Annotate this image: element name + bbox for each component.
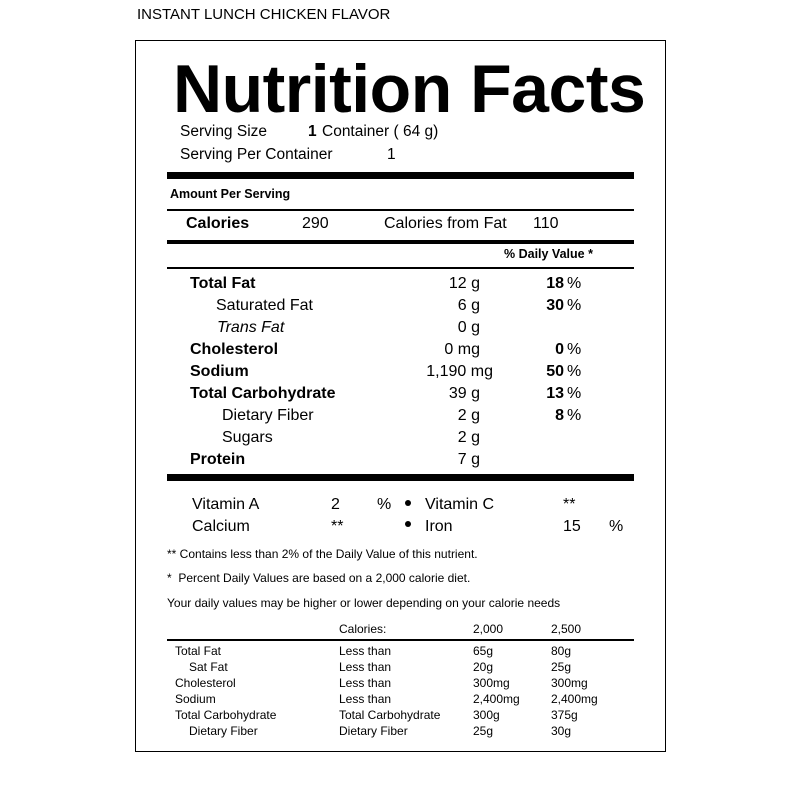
divider-thick — [167, 474, 634, 481]
vitamin-name: Iron — [425, 518, 453, 535]
daily-value-header: % Daily Value * — [504, 247, 593, 261]
nutrient-daily-value: 0 — [555, 341, 564, 358]
nutrient-daily-value: 8 — [555, 407, 564, 424]
table-row-limit: Less than — [339, 660, 392, 674]
bullet-dot — [405, 500, 411, 506]
nutrient-amount: 0 mg — [444, 341, 480, 358]
table-row-value-2000: 65g — [473, 644, 494, 658]
table-header-col2: 2,500 — [551, 622, 582, 636]
divider-thin — [167, 209, 634, 211]
table-row-value-2000: 300g — [473, 708, 500, 722]
nutrient-name: Protein — [190, 451, 246, 468]
table-row-value-2000: 20g — [473, 660, 494, 674]
table-row-limit: Less than — [339, 676, 392, 690]
nutrient-name: Saturated Fat — [216, 297, 313, 314]
servings-per-container-label: Serving Per Container — [180, 146, 333, 163]
servings-per-container-value: 1 — [387, 146, 396, 163]
vitamin-value: 2 — [331, 496, 340, 513]
nutrient-percent-sign: % — [567, 407, 582, 424]
nutrient-amount: 7 g — [457, 451, 480, 468]
nutrient-percent-sign: % — [567, 297, 582, 314]
table-row-name: Total Fat — [175, 644, 222, 658]
nutrient-daily-value: 50 — [546, 363, 564, 380]
serving-size-qty: 1 — [308, 123, 317, 140]
nutrient-name: Trans Fat — [217, 319, 285, 336]
nutrient-amount: 0 g — [457, 319, 480, 336]
vitamin-value: ** — [331, 518, 344, 535]
nutrient-daily-value: 18 — [546, 275, 564, 292]
product-name: INSTANT LUNCH CHICKEN FLAVOR — [137, 6, 391, 23]
table-row-value-2500: 25g — [551, 660, 572, 674]
nutrient-name: Dietary Fiber — [222, 407, 314, 424]
table-row-name: Total Carbohydrate — [175, 708, 277, 722]
calories-value: 290 — [302, 215, 329, 232]
divider-thin — [167, 639, 634, 641]
nutrient-amount: 39 g — [448, 385, 480, 402]
divider-thick — [167, 172, 634, 179]
nutrient-daily-value: 30 — [546, 297, 564, 314]
divider-thin — [167, 267, 634, 269]
table-header-label: Calories: — [339, 622, 387, 636]
table-row-name: Sat Fat — [189, 660, 228, 674]
table-row-name: Cholesterol — [175, 676, 236, 690]
table-row-limit: Less than — [339, 692, 392, 706]
nutrient-amount: 2 g — [457, 429, 480, 446]
nutrient-name: Cholesterol — [190, 341, 279, 358]
table-row-value-2500: 300mg — [551, 676, 588, 690]
table-row-name: Dietary Fiber — [189, 724, 258, 738]
label-title: Nutrition Facts — [173, 51, 646, 127]
table-row-limit: Dietary Fiber — [339, 724, 408, 738]
calories-from-fat-value: 110 — [533, 215, 559, 232]
bullet-dot — [405, 521, 411, 527]
table-header-col1: 2,000 — [473, 622, 504, 636]
vitamin-percent-sign: % — [609, 518, 624, 535]
table-row-value-2000: 25g — [473, 724, 494, 738]
vitamin-name: Calcium — [192, 518, 250, 535]
table-row-value-2500: 80g — [551, 644, 572, 658]
footnote: Your daily values may be higher or lower depending on your calorie needs — [167, 596, 561, 610]
table-row-value-2500: 375g — [551, 708, 578, 722]
table-row-name: Sodium — [175, 692, 216, 706]
nutrition-label — [135, 40, 666, 752]
nutrient-name: Sodium — [190, 363, 249, 380]
vitamin-value: ** — [563, 496, 576, 513]
nutrient-percent-sign: % — [567, 385, 582, 402]
table-row-limit: Total Carbohydrate — [339, 708, 441, 722]
amount-per-serving: Amount Per Serving — [170, 187, 291, 201]
nutrient-daily-value: 13 — [546, 385, 564, 402]
nutrient-name: Total Carbohydrate — [190, 385, 336, 402]
serving-size-label: Serving Size — [180, 123, 268, 140]
calories-from-fat-label: Calories from Fat — [384, 215, 507, 232]
divider-medium — [167, 240, 634, 244]
nutrient-amount: 1,190 mg — [426, 363, 493, 380]
calories-label: Calories — [186, 215, 250, 232]
nutrient-percent-sign: % — [567, 363, 582, 380]
footnote: ** Contains less than 2% of the Daily Value of this nutrient. — [167, 547, 478, 561]
footnote: * Percent Daily Values are based on a 2,000 calorie diet. — [167, 571, 471, 585]
serving-size-unit: Container ( 64 g) — [322, 123, 439, 140]
nutrient-name: Total Fat — [190, 275, 256, 292]
vitamin-name: Vitamin A — [192, 496, 260, 513]
nutrient-percent-sign: % — [567, 341, 582, 358]
vitamin-name: Vitamin C — [425, 496, 495, 513]
vitamin-value: 15 — [563, 518, 581, 535]
table-row-value-2000: 300mg — [473, 676, 510, 690]
table-row-value-2500: 2,400mg — [551, 692, 598, 706]
table-row-limit: Less than — [339, 644, 392, 658]
table-row-value-2000: 2,400mg — [473, 692, 520, 706]
nutrient-name: Sugars — [222, 429, 273, 446]
vitamin-percent-sign: % — [377, 496, 392, 513]
nutrient-percent-sign: % — [567, 275, 582, 292]
nutrient-amount: 6 g — [457, 297, 480, 314]
nutrient-amount: 12 g — [448, 275, 480, 292]
nutrient-amount: 2 g — [457, 407, 480, 424]
table-row-value-2500: 30g — [551, 724, 572, 738]
